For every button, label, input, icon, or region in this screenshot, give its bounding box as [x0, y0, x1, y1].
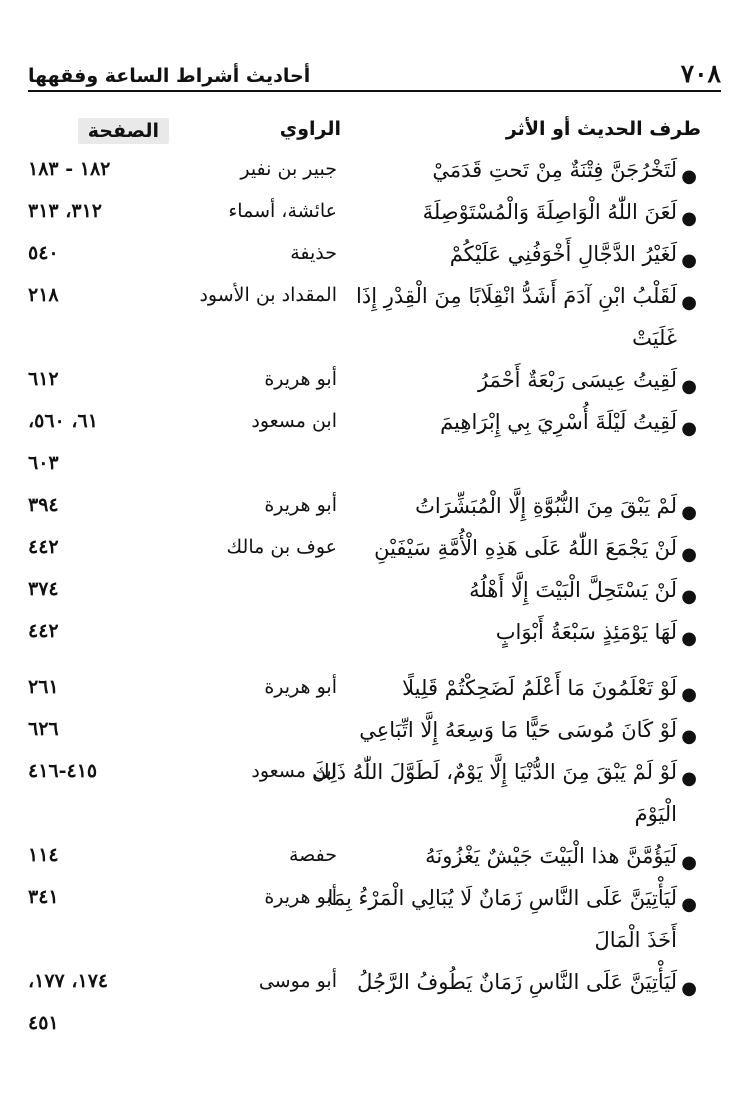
bullet-icon: ● [681, 376, 697, 397]
bullet-icon: ● [681, 894, 697, 915]
index-entry [0, 576, 749, 618]
index-entry [0, 198, 749, 240]
entry-line [0, 198, 749, 240]
hadith-text: لَيَؤُمَّنَّ هذا الْبَيْتَ جَيْشٌ يَغْزُونَهُ [425, 844, 677, 868]
index-entry [0, 408, 749, 492]
page-number: ٧٠٨ [680, 59, 721, 88]
narrator: أبو هريرة [264, 676, 337, 698]
page-reference: ٣٧٤ [28, 578, 59, 600]
page-reference: ٣٩٤ [28, 494, 59, 516]
index-entry [0, 156, 749, 198]
header-rule [28, 90, 721, 92]
bullet-icon: ● [681, 978, 697, 999]
column-header-narrator: الراوي [279, 118, 341, 140]
index-entry [0, 842, 749, 884]
index-entry [0, 674, 749, 716]
page-reference: ٤٤٢ [28, 620, 59, 642]
index-entry [0, 716, 749, 758]
narrator: جبير بن نفير [240, 158, 337, 180]
hadith-text: لَعَنَ اللّٰهُ الْوَاصِلَةَ وَالْمُسْتَوْصِلَةَ [422, 200, 677, 224]
entry-line [0, 758, 749, 800]
column-headers [0, 118, 749, 152]
page-reference: ٤٤٢ [28, 536, 59, 558]
column-header-page: الصفحة [78, 118, 169, 144]
index-entry [0, 240, 749, 282]
entry-line [0, 800, 749, 842]
bullet-icon: ● [681, 418, 697, 439]
bullet-icon: ● [681, 852, 697, 873]
index-entry [0, 492, 749, 534]
entry-line [0, 324, 749, 366]
hadith-text: لَوْ لَمْ يَبْقَ مِنَ الدُّنْيَا إِلَّا يَوْمٌ، لَطَوَّلَ اللّٰهُ ذَلِكَ [312, 760, 677, 784]
bullet-icon: ● [681, 726, 697, 747]
running-head [28, 44, 721, 86]
entry-line [0, 240, 749, 282]
page-reference: ٦١، ٥٦٠، [28, 410, 98, 432]
index-entry [0, 884, 749, 968]
narrator: ابن مسعود [251, 760, 337, 782]
index-entry [0, 534, 749, 576]
bullet-icon: ● [681, 586, 697, 607]
hadith-text: لَغَيْرُ الدَّجَّالِ أَخْوَفُنِي عَلَيْكُمْ [449, 242, 677, 266]
entry-line [0, 1010, 749, 1052]
entry-line [0, 408, 749, 450]
entry-line [0, 492, 749, 534]
narrator: أبو موسى [258, 970, 337, 992]
narrator: أبو هريرة [264, 494, 337, 516]
hadith-text: لَنْ يَسْتَحِلَّ الْبَيْتَ إِلَّا أَهْلُهُ [469, 578, 677, 602]
index-entry [0, 618, 749, 674]
index-entry [0, 282, 749, 366]
page-reference: ٥٤٠ [28, 242, 59, 264]
page-reference: ١٨٢ - ١٨٣ [28, 158, 111, 180]
bullet-icon: ● [681, 250, 697, 271]
bullet-icon: ● [681, 208, 697, 229]
page-reference: ١١٤ [28, 844, 59, 866]
page-reference: ٤٥١ [28, 1012, 59, 1034]
page-reference: ٦٠٣ [28, 452, 59, 474]
hadith-text: لَيَأْتِيَنَّ عَلَى النَّاسِ زَمَانٌ يَطُوفُ الرَّجُلُ [357, 970, 677, 994]
bullet-icon: ● [681, 292, 697, 313]
page-reference: ٢١٨ [28, 284, 59, 306]
section-gap [0, 660, 749, 674]
bullet-icon: ● [681, 768, 697, 789]
narrator: حفصة [288, 844, 337, 866]
column-header-text: طرف الحديث أو الأثر [505, 118, 701, 140]
page-reference: ٦٢٦ [28, 718, 59, 740]
hadith-text: لَهَا يَوْمَئِذٍ سَبْعَةُ أَبْوَابٍ [495, 620, 677, 644]
entry-line [0, 716, 749, 758]
hadith-text: أَخَذَ الْمَالَ [594, 928, 677, 952]
entry-line [0, 450, 749, 492]
entry-line [0, 534, 749, 576]
bullet-icon: ● [681, 628, 697, 649]
entry-line [0, 674, 749, 716]
hadith-text: الْيَوْمَ [634, 802, 677, 826]
entry-line [0, 576, 749, 618]
index-entry [0, 968, 749, 1052]
hadith-text: لَتَخْرُجَنَّ فِتْنَةٌ مِنْ تَحتِ قَدَمَيْ [432, 158, 677, 182]
hadith-text: لَنْ يَجْمَعَ اللّٰهُ عَلَى هَذِهِ الْأُمَّةِ سَيْفَيْنِ [374, 536, 677, 560]
index-entry [0, 758, 749, 842]
page-reference: ٦١٢ [28, 368, 59, 390]
entry-line [0, 926, 749, 968]
hadith-text: لَقَلْبُ ابْنِ آدَمَ أَشَدُّ انْقِلَابًا مِنَ الْقِدْرِ إِذَا [356, 284, 677, 308]
entry-line [0, 842, 749, 884]
entry-line [0, 156, 749, 198]
narrator: ابن مسعود [251, 410, 337, 432]
entry-line [0, 968, 749, 1010]
page-reference: ١٧٤، ١٧٧، [28, 970, 109, 992]
hadith-text: غَلَيَتْ [632, 326, 677, 350]
hadith-text: لَوْ كَانَ مُوسَى حَيًّا مَا وَسِعَهُ إِلَّا اتِّبَاعِي [359, 718, 677, 742]
bullet-icon: ● [681, 544, 697, 565]
narrator: عوف بن مالك [226, 536, 337, 558]
entry-line [0, 366, 749, 408]
hadith-text: لَقِيتُ لَيْلَةَ أُسْرِيَ بِي إِبْرَاهِيمَ [440, 410, 677, 434]
bullet-icon: ● [681, 166, 697, 187]
hadith-text: لَوْ تَعْلَمُونَ مَا أَعْلَمُ لَضَحِكْتُمْ قَلِيلًا [402, 676, 677, 700]
narrator: حذيفة [290, 242, 337, 264]
book-title: أحاديث أشراط الساعة وفقهها [28, 65, 311, 87]
narrator: عائشة، أسماء [228, 200, 337, 222]
hadith-text: لَقِيتُ عِيسَى رَبْعَةٌ أَحْمَرُ [477, 368, 677, 392]
index-entry [0, 366, 749, 408]
page-reference: ٢٦١ [28, 676, 59, 698]
page-reference: ٣٤١ [28, 886, 59, 908]
narrator: أبو هريرة [264, 368, 337, 390]
entry-line [0, 618, 749, 660]
entry-line [0, 884, 749, 926]
narrator: المقداد بن الأسود [199, 284, 337, 306]
hadith-text: لَمْ يَبْقَ مِنَ النُّبُوَّةِ إِلَّا الْمُبَشِّرَاتُ [415, 494, 677, 518]
page-reference: ٤١٥-٤١٦ [28, 760, 98, 782]
bullet-icon: ● [681, 502, 697, 523]
narrator: أبو هريرة [264, 886, 337, 908]
page-reference: ٣١٢، ٣١٣ [28, 200, 102, 222]
index-entries [0, 156, 749, 1052]
hadith-text: لَيَأْتِيَنَّ عَلَى النَّاسِ زَمَانٌ لَا يُبَالِي الْمَرْءُ بِمَا [327, 886, 677, 910]
bullet-icon: ● [681, 684, 697, 705]
entry-line [0, 282, 749, 324]
